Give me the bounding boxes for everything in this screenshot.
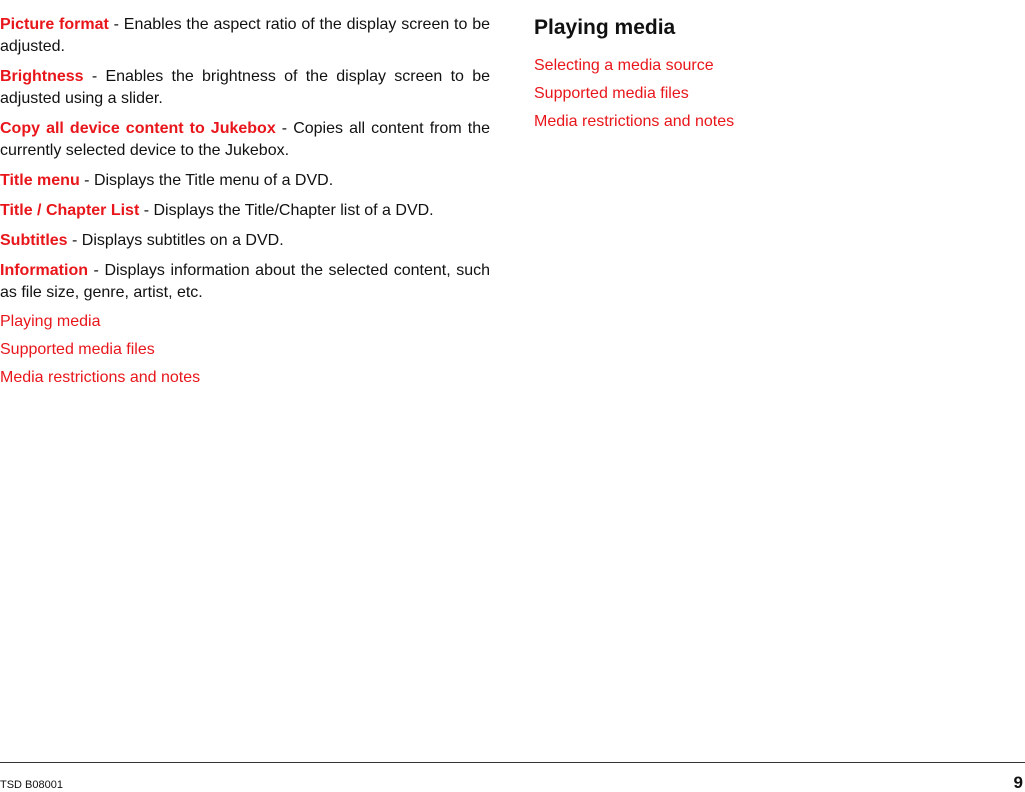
definition-information xyxy=(0,260,490,304)
link-selecting-media-source[interactable]: Selecting a media source xyxy=(534,57,714,74)
term-brightness: Brightness xyxy=(0,68,84,85)
definition-brightness xyxy=(0,66,490,110)
link-media-restrictions[interactable]: Media restrictions and notes xyxy=(0,369,201,386)
term-information: Information xyxy=(0,262,88,279)
document-code: TSD B08001 xyxy=(0,779,63,791)
definition-title-menu xyxy=(0,170,490,192)
description-information: - Displays information about the selected content, such as file size, genre, artist, etc. xyxy=(0,262,490,301)
description-title-menu: - Displays the Title menu of a DVD. xyxy=(79,172,334,189)
term-title-menu: Title menu xyxy=(0,172,80,189)
link-supported-media-files-right[interactable]: Supported media files xyxy=(534,85,689,102)
definition-title-chapter-list xyxy=(0,200,490,222)
section-heading: Playing media xyxy=(534,16,676,39)
link-playing-media[interactable]: Playing media xyxy=(0,313,101,330)
left-column xyxy=(0,14,490,396)
term-title-chapter-list: Title / Chapter List xyxy=(0,202,140,219)
term-picture-format: Picture format xyxy=(0,16,109,33)
description-subtitles: - Displays subtitles on a DVD. xyxy=(67,232,284,249)
page-number: 9 xyxy=(1013,773,1023,792)
description-brightness: - Enables the brightness of the display screen to be adjusted using a slider. xyxy=(0,68,490,107)
description-picture-format: - Enables the aspect ratio of the display screen to be adjusted. xyxy=(0,16,491,55)
description-title-chapter-list: - Displays the Title/Chapter list of a DVD. xyxy=(139,202,434,219)
term-copy-all: Copy all device content to Jukebox xyxy=(0,120,276,137)
definition-picture-format xyxy=(0,14,490,58)
definition-subtitles xyxy=(0,230,490,252)
right-column xyxy=(534,14,994,140)
term-subtitles: Subtitles xyxy=(0,232,68,249)
link-media-restrictions-right[interactable]: Media restrictions and notes xyxy=(534,113,735,130)
definition-copy-all xyxy=(0,118,490,162)
description-copy-all: - Copies all content from the currently selected device to the Jukebox. xyxy=(0,120,490,159)
footer-divider xyxy=(0,762,1025,763)
link-supported-media-files[interactable]: Supported media files xyxy=(0,341,155,358)
